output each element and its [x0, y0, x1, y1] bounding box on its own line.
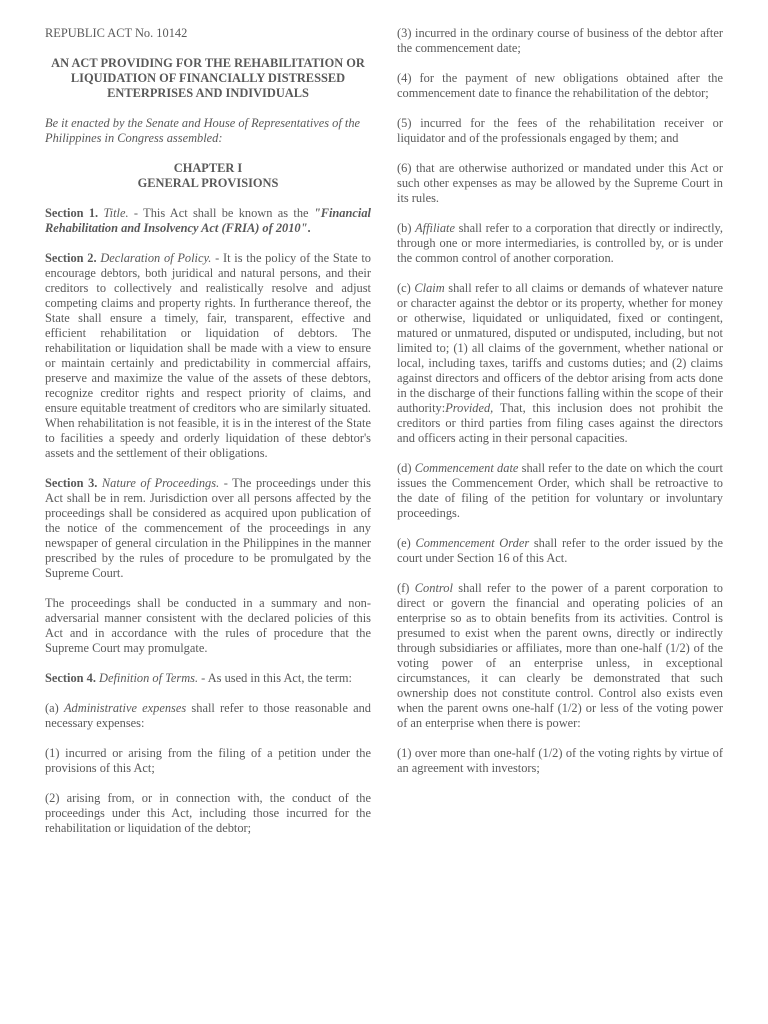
- definition-a-text: shall refer to those reasonable and necessary expenses:: [45, 701, 371, 730]
- act-number: REPUBLIC ACT No. 10142: [45, 26, 188, 40]
- section-2-label: Section 2.: [45, 251, 97, 265]
- definition-a-item-1: (1) incurred or arising from the filing of a petition under the provisions of this Act;: [45, 746, 371, 775]
- section-2: [45, 251, 371, 461]
- definition-a-term: Administrative expenses: [63, 701, 187, 715]
- definition-e-text: shall refer to the order issued by the court under Section 16 of this Act.: [397, 536, 723, 565]
- section-2-text: - It is the policy of the State to encourage debtors, both juridical and natural persons, and their creditors to collectively and realistically resolve and adjust competing claims and property rights. In furtherance thereof, the State shall ensure a timely, fair, transparent, effective and efficient rehabilitation or liquidation of debtors. The rehabilitation or liquidation shall be made with a view to ensure or maintain certainly and predictability in commercial affairs, preserve and maximize the value of the assets of these debtors, recognize creditor rights and respect priority of claims, and ensure equitable treatment of creditors who are similarly situated. When rehabilitation is not feasible, it is in the interest of the State to facilities a speedy and orderly liquidation of these debtor's assets and the settlement of their obligations.: [45, 251, 371, 460]
- definition-f-label: (f): [397, 581, 415, 595]
- act-title: AN ACT PROVIDING FOR THE REHABILITATION OR LIQUIDATION OF FINANCIALLY DISTRESSED ENTERPRISES AND INDIVIDUALS: [51, 56, 365, 100]
- chapter-number: CHAPTER I: [173, 161, 243, 175]
- definition-e-term: Commencement Order: [415, 536, 530, 550]
- section-2-heading: Declaration of Policy.: [100, 251, 212, 265]
- section-1-label: Section 1.: [45, 206, 99, 220]
- definition-d-term: Commencement date: [414, 461, 519, 475]
- definition-c: [397, 281, 723, 446]
- definition-b: [397, 221, 723, 266]
- definition-b-text: shall refer to a corporation that directly or indirectly, through one or more intermediaries, is controlled by, or is under the common control of another corporation.: [397, 221, 723, 265]
- definition-c-text: shall refer to all claims or demands of whatever nature or character against the debtor or its property, whether for money or otherwise, liquidated or unliquidated, fixed or contingent, matured or unmatured, disputed or undisputed, including, but not limited to; (1) all claims of the government, whether national or local, including taxes, tariffs and customs duties; and (2) claims against directors and officers of the debtor arising from acts done in the discharge of their functions falling within the scope of their authority:: [397, 281, 723, 415]
- definition-f-item-1: (1) over more than one-half (1/2) of the voting rights by virtue of an agreement with investors;: [397, 746, 723, 775]
- section-4: [45, 671, 371, 686]
- chapter-heading: [45, 161, 371, 191]
- definition-f-term: Control: [414, 581, 453, 595]
- chapter-title: GENERAL PROVISIONS: [137, 176, 279, 190]
- section-1-heading: Title.: [103, 206, 129, 220]
- definition-a-item-4: (4) for the payment of new obligations obtained after the commencement date to finance the rehabilitation of the debtor;: [397, 71, 723, 100]
- right-column: [397, 26, 723, 791]
- definition-d-label: (d): [397, 461, 415, 475]
- definition-a-item-3: (3) incurred in the ordinary course of business of the debtor after the commencement date;: [397, 26, 723, 55]
- definition-a: [45, 701, 371, 731]
- definition-a-item-5: (5) incurred for the fees of the rehabilitation receiver or liquidator and of the professionals engaged by them; and: [397, 116, 723, 145]
- left-column: [45, 26, 371, 851]
- section-1: [45, 206, 371, 236]
- definition-c-label: (c): [397, 281, 415, 295]
- section-3: [45, 476, 371, 581]
- section-4-text: - As used in this Act, the term:: [198, 671, 352, 685]
- enacting-clause: Be it enacted by the Senate and House of Representatives of the Philippines in Congress assembled:: [45, 116, 361, 145]
- definition-a-item-6: (6) that are otherwise authorized or mandated under this Act or such other expenses as may be allowed by the Supreme Court in its rules.: [397, 161, 723, 205]
- definition-b-label: (b): [397, 221, 416, 235]
- definition-d-text: shall refer to the date on which the court issues the Commencement Order, which shall be retroactive to the date of filing of the petition for voluntary or involuntary proceedings.: [397, 461, 723, 520]
- definition-a-item-2: (2) arising from, or in connection with, the conduct of the proceedings under this Act, including those incurred for the rehabilitation or liquidation of the debtor;: [45, 791, 371, 835]
- section-4-label: Section 4.: [45, 671, 96, 685]
- definition-c-text-2: That, this inclusion does not prohibit the creditors or third parties from filing cases against the directors and officers acting in their personal capacities.: [397, 401, 723, 445]
- section-3-label: Section 3.: [45, 476, 98, 490]
- definition-f-text: shall refer to the power of a parent corporation to direct or govern the financial and operating policies of an enterprise so as to obtain benefits from its activities. Control is presumed to exist when the parent owns, directly or indirectly through subsidiaries or affiliates, more than one-half (1/2) of the voting power of an enterprise unless, in exceptional circumstances, it can clearly be demonstrated that such ownership does not constitute control. Control also exists even when the parent owns one-half (1/2) or less of the voting power of an enterprise when there is power:: [397, 581, 724, 730]
- definition-e: [397, 536, 723, 566]
- section-3-heading: Nature of Proceedings.: [101, 476, 220, 490]
- section-3-text: - The proceedings under this Act shall be in rem. Jurisdiction over all persons affected by the proceedings shall be considered as acquired upon publication of the notice of the commencement of the proceedings in any newspaper of general circulation in the Philippines in the manner prescribed by the rules of procedure to be promulgated by the Supreme Court.: [45, 476, 371, 580]
- definition-b-term: Affiliate: [415, 221, 455, 235]
- section-1-text: - This Act shall be known as the: [128, 206, 314, 220]
- definition-a-label: (a): [45, 701, 64, 715]
- definition-f: [397, 581, 723, 731]
- section-4-heading: Definition of Terms.: [99, 671, 199, 685]
- definition-e-label: (e): [397, 536, 416, 550]
- definition-c-proviso: Provided,: [445, 401, 494, 415]
- section-3-paragraph-2: The proceedings shall be conducted in a summary and non-adversarial manner consistent with the declared policies of this Act and in accordance with the rules of procedure that the Supreme Court may promulgate.: [45, 596, 371, 655]
- definition-d: [397, 461, 723, 521]
- section-1-end: .: [307, 221, 311, 235]
- definition-c-term: Claim: [414, 281, 445, 295]
- section-1-short-title: "Financial Rehabilitation and Insolvency Act (FRIA) of 2010": [45, 206, 371, 235]
